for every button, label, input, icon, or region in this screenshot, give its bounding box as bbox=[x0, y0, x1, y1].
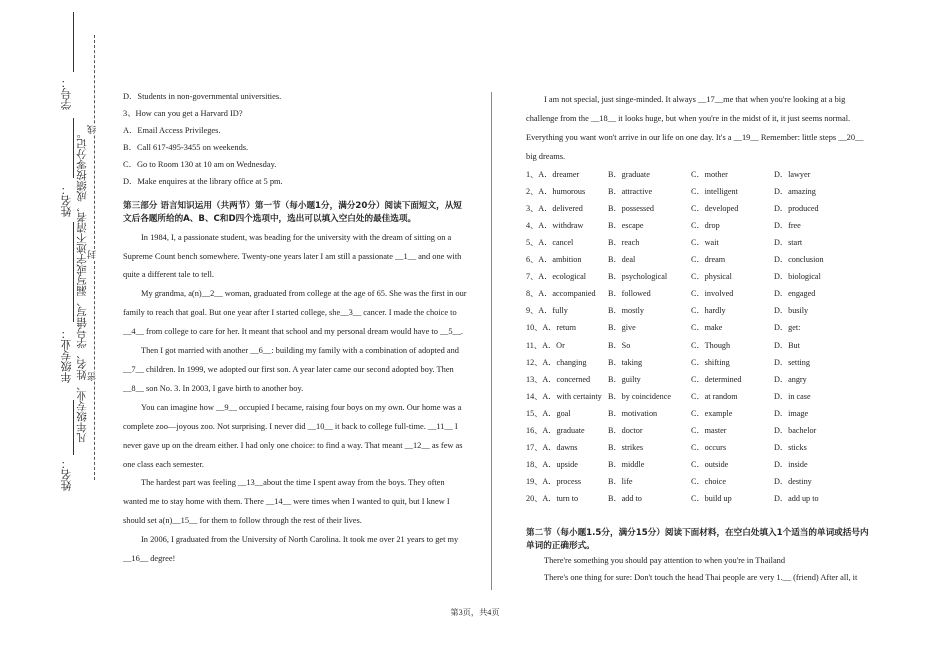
id-label: 学号： bbox=[61, 77, 73, 110]
choice-option: C．intelligent bbox=[691, 186, 738, 196]
choice-option: B．psychological bbox=[608, 272, 668, 282]
school-label: 姓名： bbox=[61, 458, 73, 491]
choice-option: 7、A．ecological bbox=[526, 272, 587, 282]
choice-option: B．motivation bbox=[608, 408, 658, 418]
choice-option: D．angry bbox=[774, 374, 807, 384]
choice-option: C．dream bbox=[691, 255, 726, 265]
option-d-line: D．Students in non-governmental universities. bbox=[123, 92, 282, 101]
choice-option: B．attractive bbox=[608, 186, 653, 196]
choice-option: C．outside bbox=[691, 460, 729, 470]
choice-option: D．lawyer bbox=[774, 169, 811, 179]
choice-row bbox=[526, 408, 871, 425]
choice-option: 9、A．fully bbox=[526, 306, 568, 316]
choice-row bbox=[526, 305, 871, 322]
name-blank-line bbox=[73, 118, 74, 178]
choice-option: D．inside bbox=[774, 460, 808, 470]
choice-option: 15、A．goal bbox=[526, 408, 571, 418]
choice-option: 1、A．dreamer bbox=[526, 169, 580, 179]
choice-row bbox=[526, 425, 871, 442]
seal-char-xian: 线 bbox=[87, 125, 97, 134]
choice-row bbox=[526, 493, 871, 510]
choice-option: C．drop bbox=[691, 220, 720, 230]
choice-option: D．free bbox=[774, 220, 801, 230]
choice-row bbox=[526, 237, 871, 254]
choice-option: C．hardly bbox=[691, 306, 726, 316]
choice-option: B．by coincidence bbox=[608, 391, 671, 401]
left-column bbox=[123, 91, 468, 569]
choice-option: B．mostly bbox=[608, 306, 644, 316]
choice-option: C．at random bbox=[691, 391, 738, 401]
choice-option: D．image bbox=[774, 408, 809, 418]
option-d2-line: D．Make enquires at the library office at 5 pm. bbox=[123, 177, 283, 186]
choice-option: B．add to bbox=[608, 494, 642, 504]
choice-option: C．physical bbox=[691, 272, 732, 282]
choice-row bbox=[526, 357, 871, 374]
choice-option: C．choice bbox=[691, 477, 727, 487]
binding-notice: 凡年级专业、姓名、学号错写、漏写或字迹不清者，成绩按零分记。 bbox=[77, 128, 88, 443]
section3-heading: 第三部分 语言知识运用（共两节）第一节（每小题1分，满分20分）阅读下面短文，从短文后各题所给的A、B、C和D四个选项中，选出可以填入空白处的最佳选项。 bbox=[123, 201, 462, 225]
choice-option: B．strikes bbox=[608, 443, 644, 453]
choice-option: D．sticks bbox=[774, 443, 807, 453]
seal-char-feng: 封 bbox=[87, 250, 97, 259]
choice-option: B．doctor bbox=[608, 426, 643, 436]
right-column bbox=[526, 91, 871, 587]
page-footer: 第3页，共4页 bbox=[450, 608, 500, 617]
choice-option: D．bachelor bbox=[774, 426, 817, 436]
choice-row bbox=[526, 459, 871, 476]
choice-option: C．build up bbox=[691, 494, 732, 504]
choice-option: 18、A．upside bbox=[526, 460, 578, 470]
grade-label: 年级专业： bbox=[61, 328, 73, 383]
choice-row bbox=[526, 391, 871, 408]
choice-row bbox=[526, 288, 871, 305]
choice-option: B．middle bbox=[608, 460, 645, 470]
passage-line: There's one thing for sure: Don't touch the head Thai people are very 1.__ (friend) After all, it bbox=[544, 572, 858, 582]
choice-row bbox=[526, 186, 871, 203]
choice-option: C．developed bbox=[691, 203, 739, 213]
choice-row bbox=[526, 254, 871, 271]
choice-option: D．amazing bbox=[774, 186, 816, 196]
choice-option: D．conclusion bbox=[774, 255, 824, 265]
passage-paragraph-1: In 1984, I, a passionate student, was beading for the university with the dream of sitting on a Supreme Count bench somewhere. Twenty-one years later I am still a passionate __1__ and one with quite a different tale to tell. bbox=[123, 232, 462, 280]
choice-option: C．master bbox=[691, 426, 727, 436]
choice-option: C．involved bbox=[691, 289, 734, 299]
choice-option: 4、A．withdraw bbox=[526, 220, 584, 230]
choice-option: D．destiny bbox=[774, 477, 812, 487]
choice-option: D．in case bbox=[774, 391, 811, 401]
choice-option: 14、A．with certainty bbox=[526, 391, 602, 401]
id-blank-line bbox=[73, 12, 74, 72]
choice-row bbox=[526, 169, 871, 186]
choice-option: D．produced bbox=[774, 203, 819, 213]
choice-option: 6、A．ambition bbox=[526, 255, 582, 265]
choice-option: 5、A．cancel bbox=[526, 238, 574, 247]
choice-option: C．make bbox=[691, 323, 723, 333]
choice-option: D．engaged bbox=[774, 289, 816, 299]
choice-option: B．escape bbox=[608, 220, 644, 230]
passage-paragraph-2: My grandma, a(n)__2__ woman, graduated from college at the age of 65. She was the first in our family to reach that goal. But one year after I started college, she__3__ cancer. I made the choice to __4__ from college to care for her. It meant that school and my personal dream would have to __5__. bbox=[123, 289, 467, 337]
choice-row bbox=[526, 322, 871, 339]
passage-paragraph-3: Then I got married with another __6__: building my family with a combination of adopted and __7__ children. In 1999, we adopted our first son. A year later came our second adopted boy. Then __8__ son No. 3. In 2003, I gave birth to another boy. bbox=[123, 346, 459, 393]
choice-table bbox=[526, 169, 871, 511]
choice-option: B．reach bbox=[608, 238, 640, 247]
choice-option: B．So bbox=[608, 340, 631, 350]
choice-option: D．start bbox=[774, 238, 803, 247]
choice-row bbox=[526, 271, 871, 288]
seal-char-mi: 密 bbox=[87, 372, 97, 381]
passage-paragraph-6: In 2006, I graduated from the University of North Carolina. It took me over 21 years to get my __16__ degree! bbox=[123, 535, 459, 564]
choice-option: 17、A．dawns bbox=[526, 443, 578, 453]
choice-option: B．followed bbox=[608, 289, 651, 299]
passage-title: There're something you should pay attention to when you're in Thailand bbox=[544, 556, 786, 566]
choice-option: 13、A．concerned bbox=[526, 374, 591, 384]
choice-option: 20、A．turn to bbox=[526, 494, 579, 504]
choice-option: 16、A．graduate bbox=[526, 426, 585, 436]
choice-option: B．give bbox=[608, 323, 636, 333]
choice-option: D．get: bbox=[774, 323, 801, 333]
choice-option: B．guilty bbox=[608, 374, 641, 384]
choice-option: 19、A．process bbox=[526, 477, 582, 487]
passage-paragraph-7: I am not special, just singe-minded. It always __17__me that when you're looking at a big challenge from the __18__ it looks huge, but when you're in the midst of it, it just seems normal. Everything you want won't arrive in our life on one day. It's a __19__ Remember: little steps __20__ big dreams. bbox=[526, 95, 864, 161]
choice-row bbox=[526, 203, 871, 220]
choice-option: C．occurs bbox=[691, 443, 727, 453]
choice-row bbox=[526, 220, 871, 237]
choice-option: C．shifting bbox=[691, 357, 730, 367]
choice-option: D．biological bbox=[774, 272, 821, 282]
choice-option: D．add up to bbox=[774, 494, 819, 504]
choice-row bbox=[526, 476, 871, 493]
choice-option: D．setting bbox=[774, 357, 810, 367]
choice-option: 10、A．return bbox=[526, 323, 577, 333]
choice-option: D．But bbox=[774, 340, 800, 350]
choice-option: C．mother bbox=[691, 169, 728, 179]
choice-option: 3、A．delivered bbox=[526, 203, 583, 213]
column-divider bbox=[491, 92, 492, 590]
choice-row bbox=[526, 340, 871, 357]
choice-option: B．possessed bbox=[608, 203, 654, 213]
question-3: 3、How can you get a Harvard ID? bbox=[123, 109, 243, 118]
choice-option: B．life bbox=[608, 477, 633, 487]
grade-blank-line bbox=[73, 222, 74, 322]
passage-paragraph-4: You can imagine how __9__ occupied I became, raising four boys on my own. Our home was a complete zoo—joyous zoo. Not surprising. I never did __10__ it back to college full-time. __11__ I never gave up on the dream either. I had only one choice: to find a way. That meant __12__ as few as one class each semester. bbox=[123, 402, 463, 469]
option-a-line: A．Email Access Privileges. bbox=[123, 126, 221, 135]
choice-option: D．busily bbox=[774, 306, 809, 316]
choice-option: C．wait bbox=[691, 238, 719, 247]
choice-option: C．example bbox=[691, 408, 733, 418]
section2-heading: 第二节（每小题1.5分，满分15分）阅读下面材料，在空白处填入1个适当的单词或括号内单词的正确形式。 bbox=[526, 527, 869, 551]
choice-row bbox=[526, 374, 871, 391]
choice-option: 2、A．humorous bbox=[526, 186, 586, 196]
name-label: 姓名： bbox=[61, 184, 73, 217]
choice-option: B．deal bbox=[608, 255, 636, 265]
school-blank-line bbox=[73, 400, 74, 455]
option-b-line: B．Call 617-495-3455 on weekends. bbox=[123, 143, 249, 152]
choice-option: 12、A．changing bbox=[526, 357, 587, 367]
choice-option: 11、A．Or bbox=[526, 340, 565, 350]
choice-option: B．graduate bbox=[608, 169, 650, 179]
choice-option: 8、A．accompanied bbox=[526, 289, 596, 299]
passage-paragraph-5: The hardest part was feeling __13__about the time I spent away from the boys. They often wanted me to stay home with them. There __14__ were times when I wanted to quit, but I knew I should set a(n)__15__ for them to follow through the rest of their lives. bbox=[123, 478, 450, 526]
choice-option: C．Though bbox=[691, 340, 731, 350]
choice-option: B．taking bbox=[608, 357, 643, 367]
choice-row bbox=[526, 442, 871, 459]
option-c-line: C．Go to Room 130 at 10 am on Wednesday. bbox=[123, 160, 277, 169]
choice-option: C．determined bbox=[691, 374, 742, 384]
